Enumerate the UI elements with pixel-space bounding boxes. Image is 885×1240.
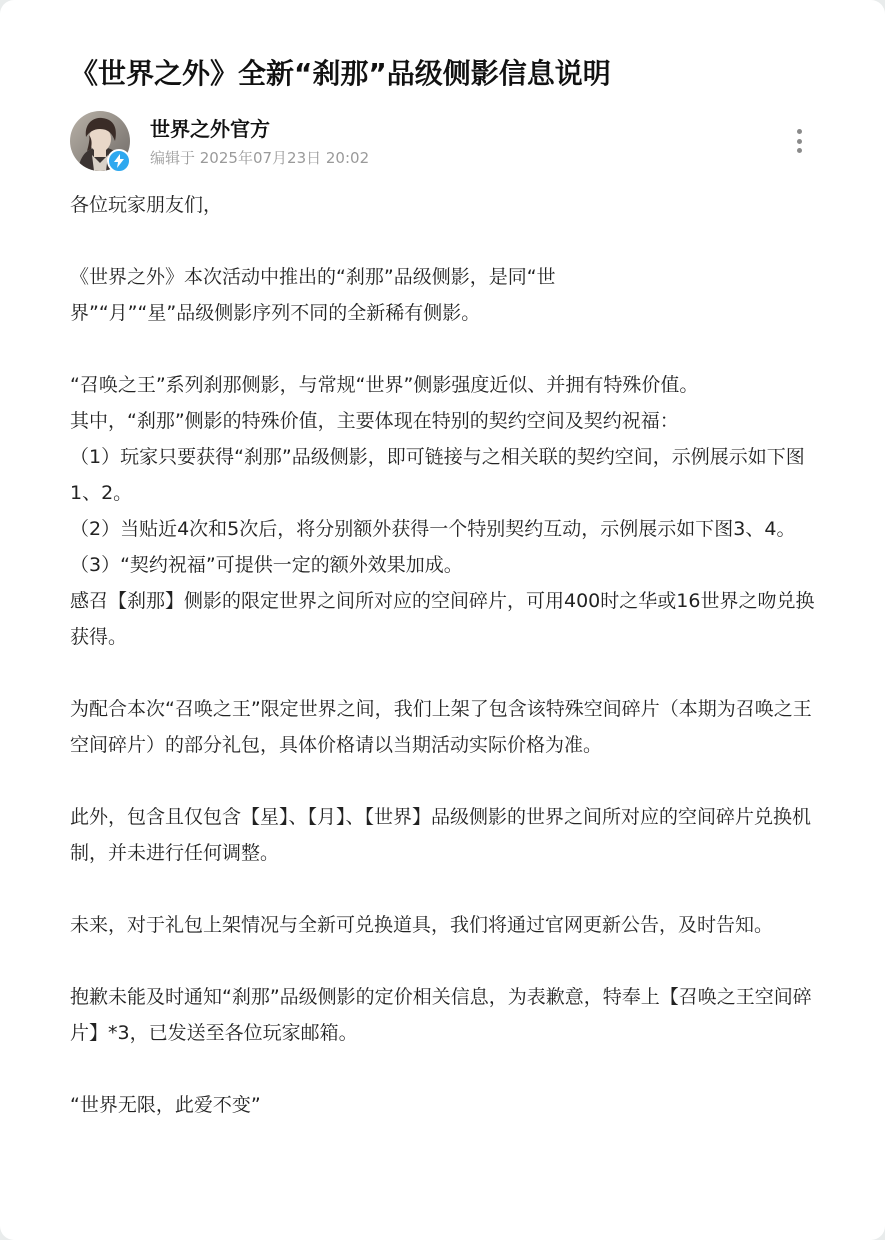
apology-paragraph: 抱歉未能及时通知“刹那”品级侧影的定价相关信息，为表歉意，特奉上【召唤之王空间碎片】*3，已发送至各位玩家邮箱。 xyxy=(70,986,812,1044)
summon-king-paragraph: “召唤之王”系列刹那侧影，与常规“世界”侧影强度近似、并拥有特殊价值。 xyxy=(70,374,699,396)
future-notice-paragraph: 未来，对于礼包上架情况与全新可兑换道具，我们将通过官网更新公告，及时告知。 xyxy=(70,914,774,936)
intro-line-2: 界”“月”“星”品级侧影序列不同的全新稀有侧影。 xyxy=(70,302,481,324)
list-item-1: （1）玩家只要获得“刹那”品级侧影，即可链接与之相关联的契约空间，示例展示如下图1、2。 xyxy=(70,446,805,504)
exchange-mechanism-paragraph: 此外，包含且仅包含【星】、【月】、【世界】品级侧影的世界之间所对应的空间碎片兑换机制，并未进行任何调整。 xyxy=(70,806,812,864)
article-title: 《世界之外》全新“刹那”品级侧影信息说明 xyxy=(70,57,611,90)
gift-pack-paragraph: 为配合本次“召唤之王”限定世界之间，我们上架了包含该特殊空间碎片（本期为召唤之王空间碎片）的部分礼包，具体价格请以当期活动实际价格为准。 xyxy=(70,698,812,756)
edited-timestamp: 编辑于 2025年07月23日 20:02 xyxy=(150,149,370,167)
list-item-2: （2）当贴近4次和5次后，将分别额外获得一个特别契约互动，示例展示如下图3、4。 xyxy=(70,518,796,540)
more-vertical-icon xyxy=(797,129,802,134)
greeting-paragraph: 各位玩家朋友们， xyxy=(70,194,223,216)
fragment-exchange-paragraph: 感召【刹那】侧影的限定世界之间所对应的空间碎片，可用400时之华或16世界之吻兑换获得。 xyxy=(70,590,815,648)
lightning-icon xyxy=(113,154,125,168)
special-value-paragraph: 其中，“刹那”侧影的特殊价值，主要体现在特别的契约空间及契约祝福： xyxy=(70,410,679,432)
list-item-3: （3）“契约祝福”可提供一定的额外效果加成。 xyxy=(70,554,463,576)
closing-slogan: “世界无限，此爱不变” xyxy=(70,1094,261,1116)
more-options-button[interactable] xyxy=(788,126,810,156)
verified-badge xyxy=(107,149,131,173)
author-name[interactable]: 世界之外官方 xyxy=(150,117,270,141)
intro-line-1: 《世界之外》本次活动中推出的“刹那”品级侧影，是同“世 xyxy=(70,266,556,288)
article-body xyxy=(70,187,820,1123)
